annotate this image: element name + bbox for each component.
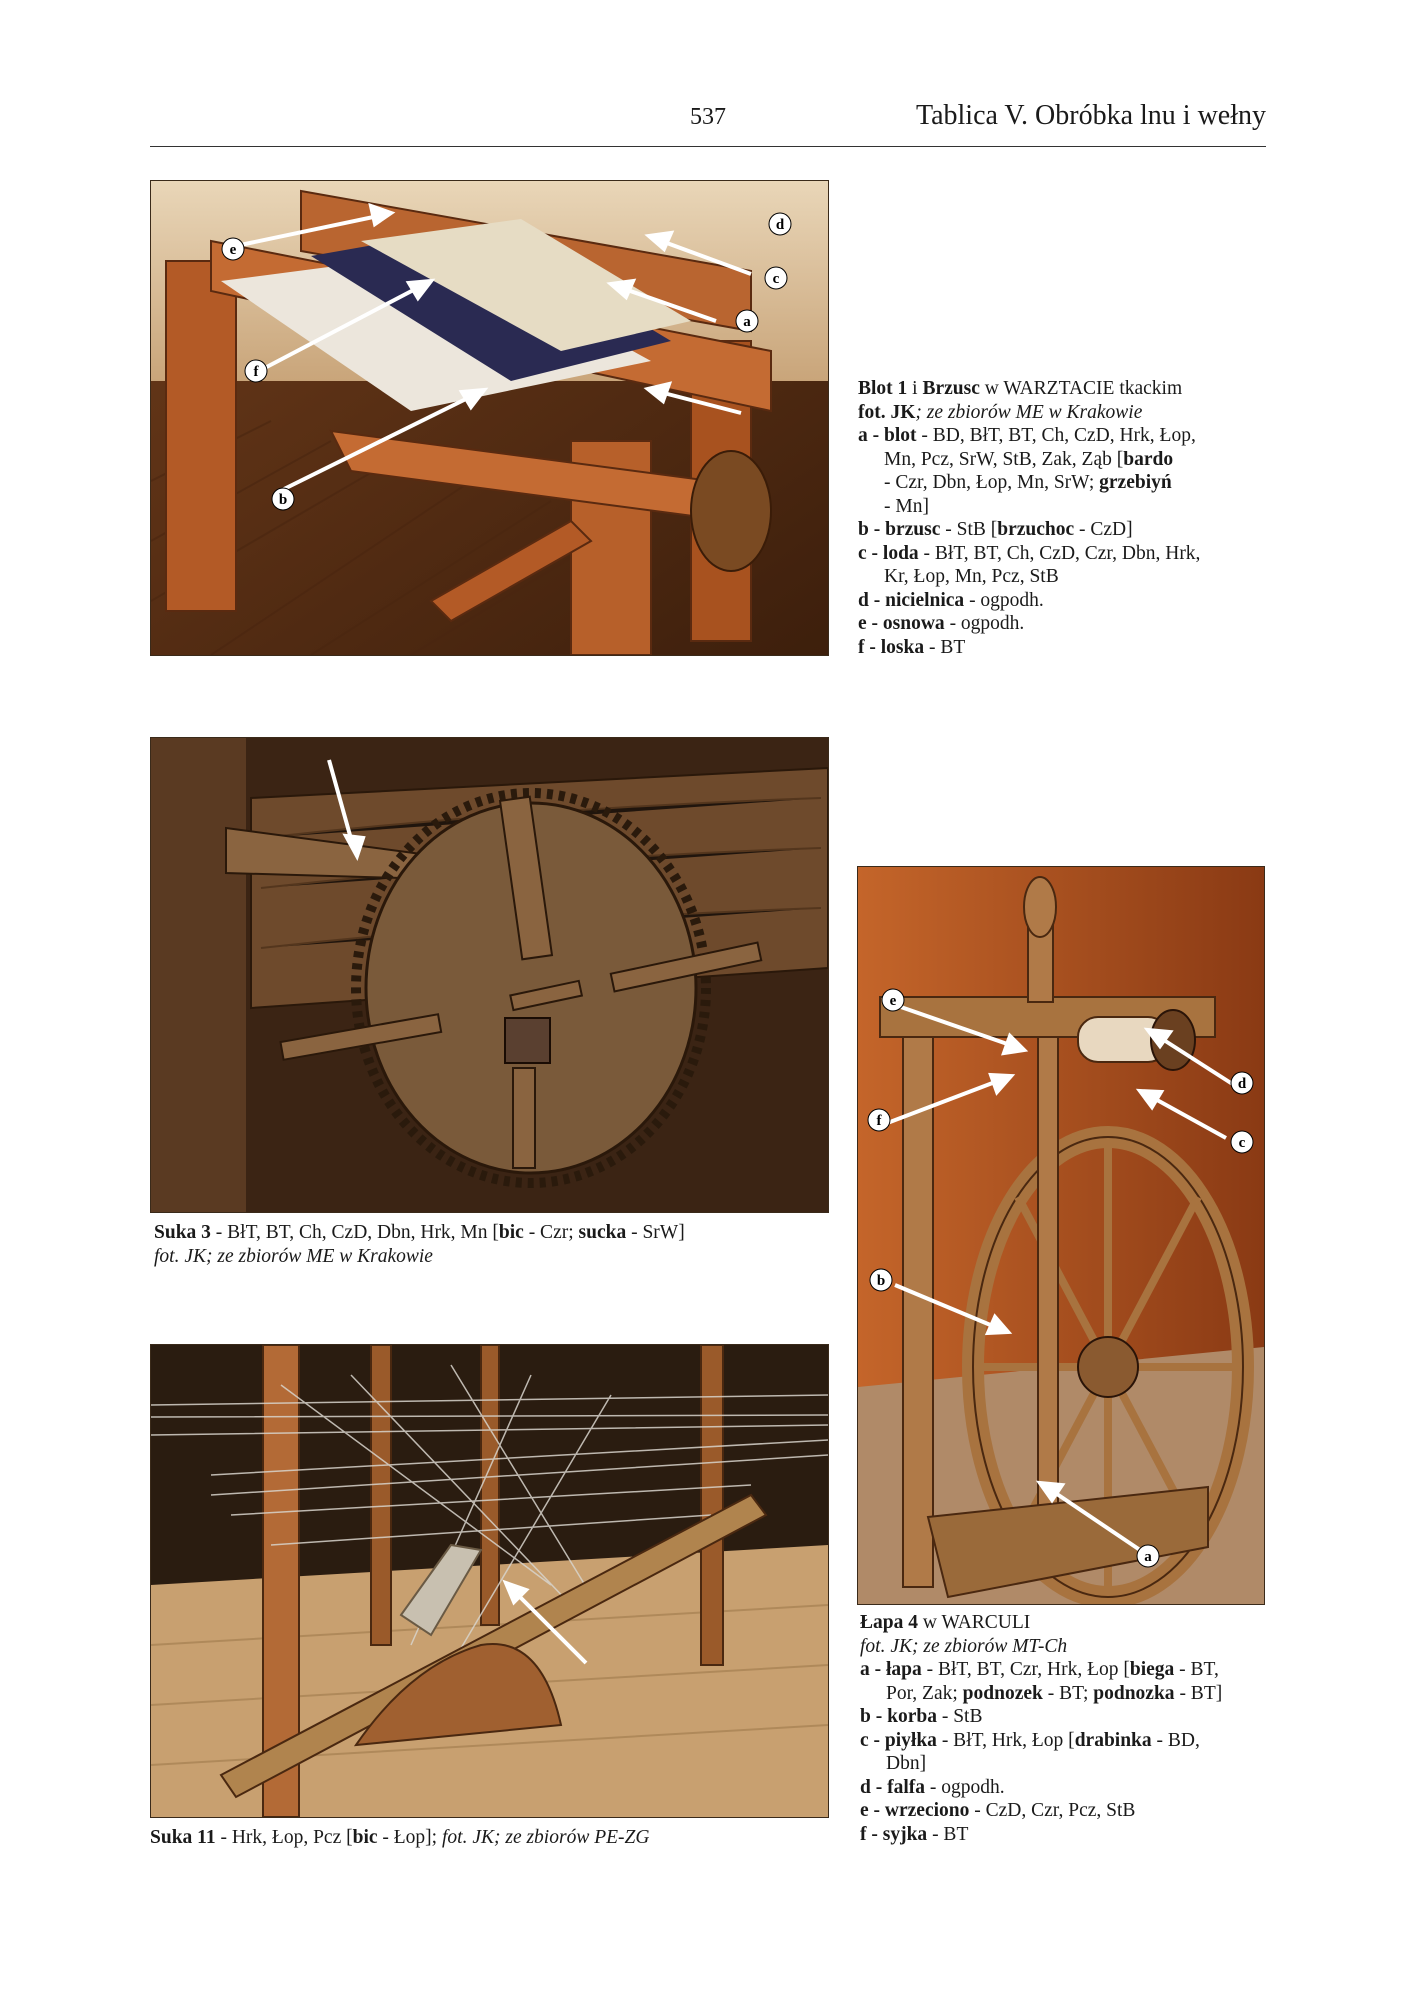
credit: fot. JK (858, 401, 916, 423)
legend-term: falfa (887, 1776, 926, 1798)
loom-illustration (151, 181, 828, 655)
legend-item-a-cont (860, 1682, 1222, 1706)
marker-label: e (889, 993, 897, 1009)
legend-term: korba (887, 1706, 937, 1727)
credit-source: ; ze zbiorów ME w Krakowie (206, 1245, 433, 1267)
credit-source: ; ze zbiorów ME w Krakowie (915, 401, 1143, 423)
caption-ratchet-wheel (154, 1221, 685, 1268)
term: Suka 3 (154, 1222, 211, 1243)
legend-text: - BłT, BT, Ch, CzD, Czr, Dbn, Hrk, (918, 542, 1201, 564)
credit: fot. JK (860, 1635, 912, 1657)
legend-text: - BT (924, 636, 966, 658)
legend-text: - BD, BłT, BT, Ch, CzD, Hrk, Łop, (916, 425, 1196, 446)
legend-item-b (858, 518, 1200, 542)
legend-term: drabinka (1074, 1729, 1152, 1751)
credit: fot. JK (441, 1827, 494, 1848)
caption-title (860, 1611, 1222, 1635)
warping-frame-illustration (151, 1345, 828, 1817)
legend-item-b: b - korba - StB (860, 1706, 983, 1727)
legend-letter: d (858, 589, 869, 611)
photo-loom (150, 180, 829, 656)
legend-term: blot (884, 425, 917, 446)
legend-term: grzebiyń (1099, 472, 1172, 493)
term: Łapa 4 (860, 1612, 918, 1633)
legend-item-e (858, 612, 1200, 636)
marker-label: d (775, 217, 785, 233)
photo-ratchet-wheel (150, 737, 829, 1213)
photo-spinning-wheel (857, 866, 1265, 1605)
photo-warping-frame (150, 1344, 829, 1818)
legend-letter: a (860, 1659, 870, 1680)
text: - Hrk, Łop, Pcz [ (215, 1827, 353, 1848)
legend-term: loda (882, 542, 919, 564)
legend-sep: - (867, 425, 884, 446)
legend-text: - BT, (1174, 1659, 1219, 1680)
caption-spinning-wheel (860, 1611, 1222, 1846)
legend-text: - Czr, Dbn, Łop, Mn, SrW; (884, 472, 1100, 493)
text: - SrW] (626, 1222, 685, 1243)
legend-text: Mn, Pcz, SrW, StB, Zak, Ząb [ (884, 448, 1124, 470)
marker-label: d (1237, 1076, 1247, 1092)
text: - BłT, BT, Ch, CzD, Dbn, Hrk, Mn [ (210, 1222, 499, 1243)
caption-title (858, 377, 1200, 401)
legend-term: nicielnica (885, 589, 965, 611)
legend-text: - CzD, Czr, Pcz, StB (969, 1800, 1136, 1821)
legend-sep: - (868, 519, 886, 540)
legend-letter: b (860, 1706, 871, 1727)
legend-item-c-cont (860, 1752, 1222, 1776)
legend-term: brzuchoc (997, 519, 1075, 540)
legend-term: loska (880, 636, 925, 658)
legend-text: - BT] (1174, 1682, 1223, 1704)
legend-text: - BłT, BT, Czr, Hrk, Łop [ (921, 1659, 1130, 1680)
legend-sep: - (866, 542, 883, 564)
term: Suka 11 (150, 1827, 216, 1848)
legend-text: - ogpodh. (925, 1776, 1005, 1798)
legend-text: Dbn] (886, 1753, 927, 1774)
legend-item-c: c - piyłka - BłT, Hrk, Łop [drabinka - BD, (860, 1729, 1200, 1751)
term: bic (498, 1222, 524, 1243)
legend-term: podnozek (962, 1682, 1043, 1704)
legend-item-f (858, 636, 1200, 660)
legend-term: łapa (886, 1659, 922, 1680)
legend-item-a (858, 424, 1200, 448)
marker-label: c (772, 271, 780, 287)
legend-item-a-cont (858, 471, 1200, 495)
legend-item-a-cont (858, 448, 1200, 472)
photo-credit (858, 401, 1200, 425)
legend-letter: c (858, 542, 867, 564)
legend-letter: f (860, 1823, 867, 1845)
marker-label: b (876, 1273, 886, 1289)
marker-label: f (253, 364, 259, 380)
legend-letter: e (858, 613, 867, 634)
legend-text: - BT (927, 1823, 969, 1845)
legend-item-f: f - syjka - BT (860, 1823, 969, 1845)
marker-label: f (876, 1113, 882, 1129)
legend-letter: c (860, 1729, 869, 1751)
caption-line (154, 1221, 685, 1245)
legend-text: - StB (936, 1706, 983, 1727)
legend-item-c-cont (858, 565, 1200, 589)
text: w WARCULI (917, 1612, 1031, 1633)
page-number: 537 (690, 104, 726, 130)
legend-sep: - (864, 636, 881, 658)
text: - Łop]; (377, 1827, 442, 1848)
legend-sep: - (868, 589, 886, 611)
text: - Czr; (523, 1222, 579, 1243)
marker-label: a (743, 314, 751, 330)
legend-item-d (858, 589, 1200, 613)
legend-letter: d (860, 1776, 871, 1798)
legend-text: - Mn] (884, 495, 929, 517)
legend-text: Por, Zak; (886, 1682, 963, 1704)
header-rule (150, 146, 1266, 147)
legend-term: podnozka (1093, 1682, 1175, 1704)
credit: fot. JK (154, 1245, 206, 1267)
legend-term: piyłka (884, 1729, 937, 1751)
legend-term: bardo (1123, 448, 1174, 470)
marker-label: e (229, 242, 237, 258)
legend-text: Kr, Łop, Mn, Pcz, StB (884, 566, 1059, 587)
legend-term: wrzeciono (884, 1800, 970, 1821)
legend-item-a-cont (858, 495, 1200, 519)
legend-item-d: d - falfa - ogpodh. (860, 1776, 1005, 1798)
caption-line (150, 1826, 649, 1850)
legend-text: - BD, (1151, 1729, 1200, 1751)
term: bic (352, 1827, 378, 1848)
term: sucka (578, 1222, 627, 1243)
legend-term: brzusc (885, 519, 941, 540)
marker-label: a (1144, 1549, 1152, 1565)
marker-label: c (1238, 1135, 1246, 1151)
spinning-wheel-illustration (858, 867, 1264, 1604)
legend-text: - ogpodh. (964, 589, 1044, 611)
legend-text: - ogpodh. (944, 613, 1025, 634)
legend-sep: - (866, 613, 883, 634)
legend-letter: b (858, 519, 869, 540)
legend-text: - BT; (1042, 1682, 1094, 1704)
text: w WARZTACIE tkackim (979, 378, 1183, 399)
ratchet-wheel-illustration (151, 738, 828, 1212)
legend-text: - StB [ (940, 519, 998, 540)
caption-warping-frame (150, 1826, 649, 1850)
legend-item-a: a - łapa - BłT, BT, Czr, Hrk, Łop [biega - BT, (860, 1659, 1219, 1680)
legend-term: biega (1129, 1659, 1175, 1680)
legend-text: - CzD] (1074, 519, 1133, 540)
legend-item-c (858, 542, 1200, 566)
term: Brzusc (922, 378, 980, 399)
legend-item-e: e - wrzeciono - CzD, Czr, Pcz, StB (860, 1800, 1136, 1821)
legend-letter: e (860, 1800, 869, 1821)
running-title: Tablica V. Obróbka lnu i wełny (915, 100, 1266, 131)
credit-source: ; ze zbiorów PE-ZG (493, 1827, 650, 1848)
legend-letter: a (858, 425, 868, 446)
legend-term: osnowa (882, 613, 945, 634)
marker-label: b (278, 492, 288, 508)
photo-credit (154, 1245, 685, 1269)
legend-letter: f (858, 636, 865, 658)
photo-credit (860, 1635, 1222, 1659)
legend-text: - BłT, Hrk, Łop [ (936, 1729, 1075, 1751)
credit-source: ; ze zbiorów MT-Ch (912, 1635, 1068, 1657)
legend-term: syjka (882, 1823, 928, 1845)
text: i (907, 378, 923, 399)
term: Blot 1 (858, 378, 908, 399)
caption-loom (858, 377, 1200, 659)
